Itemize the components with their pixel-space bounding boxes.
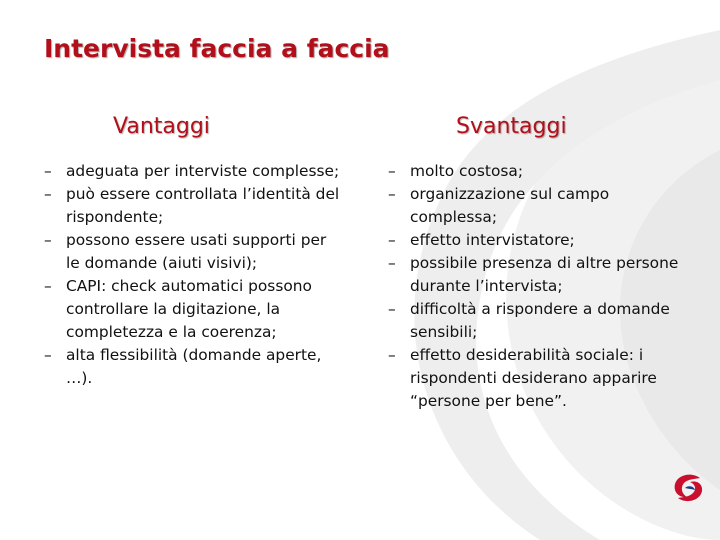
list-item: – effetto intervistatore;: [388, 229, 688, 252]
list-item: – possono essere usati supporti per le domande (aiuti visivi);: [44, 229, 344, 275]
list-item: – difficoltà a rispondere a domande sensibili;: [388, 298, 688, 344]
advantages-heading: Vantaggi: [113, 114, 210, 139]
disadvantages-heading: Svantaggi: [456, 114, 567, 139]
disadvantages-list: [388, 160, 688, 413]
advantages-list: [44, 160, 344, 390]
list-item: – possibile presenza di altre persone durante l’intervista;: [388, 252, 688, 298]
list-item: – organizzazione sul campo complessa;: [388, 183, 688, 229]
list-item: – può essere controllata l’identità del rispondente;: [44, 183, 344, 229]
list-item: – adeguata per interviste complesse;: [44, 160, 344, 183]
list-item: – alta flessibilità (domande aperte, …).: [44, 344, 344, 390]
list-item: – CAPI: check automatici possono controllare la digitazione, la completezza e la coerenza;: [44, 275, 344, 344]
slide-title: Intervista faccia a faccia: [44, 34, 390, 63]
list-item: – molto costosa;: [388, 160, 688, 183]
swirl-logo-icon: [670, 470, 706, 506]
list-item: – effetto desiderabilità sociale: i rispondenti desiderano apparire “persone per bene”.: [388, 344, 688, 413]
